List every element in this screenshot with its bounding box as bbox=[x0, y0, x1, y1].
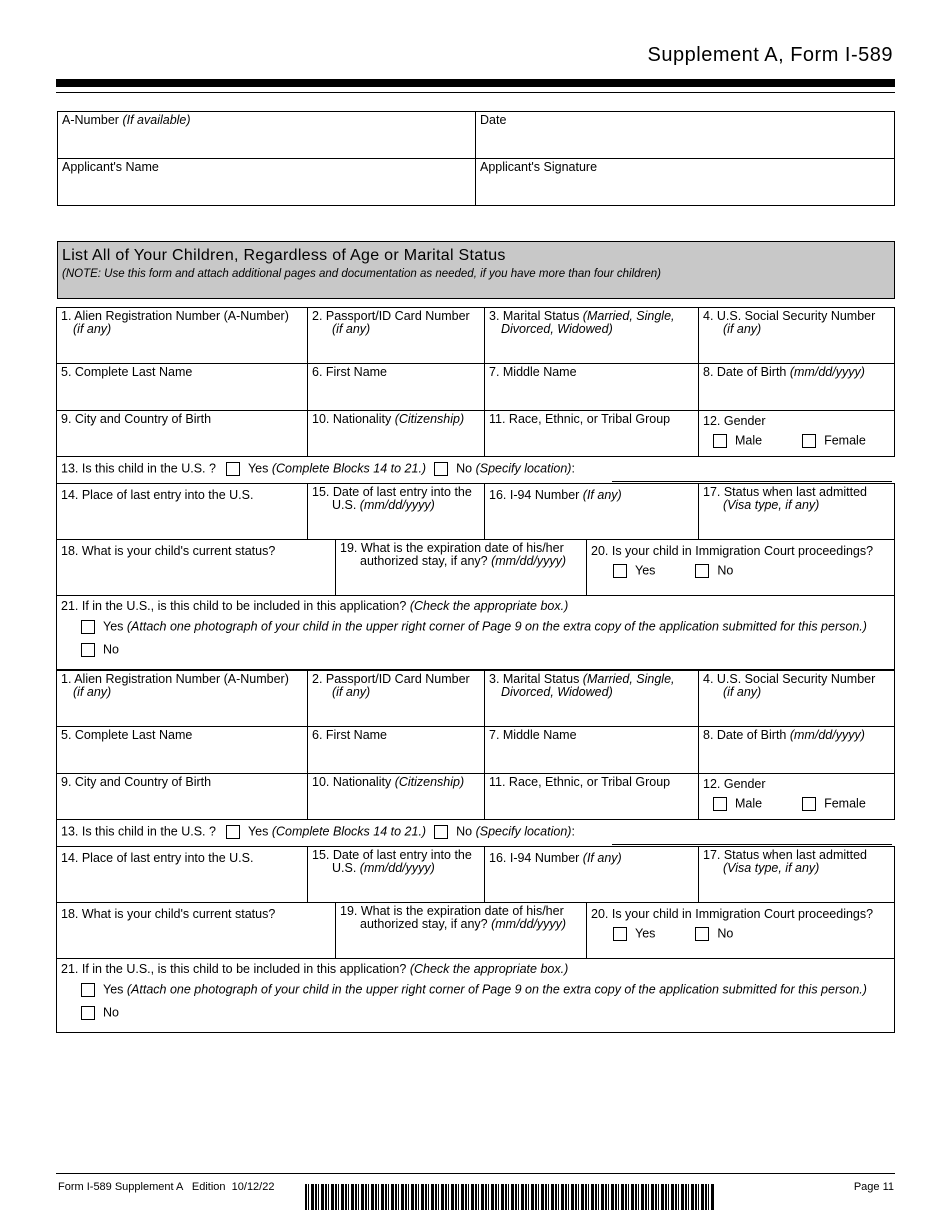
in-us-no-label: No bbox=[456, 461, 473, 476]
expiration-date-field[interactable] bbox=[335, 539, 587, 596]
field-1-note: (if any) bbox=[73, 322, 112, 336]
court-yes-label: Yes bbox=[635, 563, 656, 578]
middle-name-field[interactable] bbox=[484, 726, 699, 774]
gender-field[interactable] bbox=[698, 773, 895, 820]
place-of-entry-field[interactable] bbox=[56, 846, 308, 903]
field-17-label: 17. Status when last admitted bbox=[703, 485, 867, 499]
field-12-label: 12. Gender bbox=[703, 777, 766, 791]
ssn-field[interactable] bbox=[698, 670, 895, 727]
applicant-signature-field[interactable] bbox=[475, 158, 895, 206]
place-of-entry-field[interactable] bbox=[56, 483, 308, 540]
birthplace-field[interactable] bbox=[56, 410, 308, 457]
first-name-field[interactable] bbox=[307, 363, 485, 411]
field-8-note: (mm/dd/yyyy) bbox=[789, 728, 865, 742]
field-3-label: 3. Marital Status bbox=[489, 309, 583, 323]
field-19-label: 19. What is the expiration date of his/her bbox=[340, 904, 564, 918]
date-of-birth-field[interactable] bbox=[698, 726, 895, 774]
footer-page-number: Page 11 bbox=[853, 1181, 894, 1193]
in-us-yes-label: Yes bbox=[247, 824, 269, 839]
field-19-note: (mm/dd/yyyy) bbox=[491, 554, 567, 568]
female-label: Female bbox=[824, 796, 866, 811]
field-4-label: 4. U.S. Social Security Number bbox=[703, 672, 876, 686]
field-8-label: 8. Date of Birth bbox=[703, 365, 790, 379]
field-9-label: 9. City and Country of Birth bbox=[61, 775, 212, 789]
field-8-label: 8. Date of Birth bbox=[703, 728, 790, 742]
include-yes-note: (Attach one photograph of your child in the upper right corner of Page 9 on the extra copy of the application submitted for this person.) bbox=[126, 982, 867, 997]
applicant-signature-label: Applicant's Signature bbox=[480, 160, 598, 174]
footer-rule bbox=[56, 1173, 895, 1174]
field-17-note: (Visa type, if any) bbox=[723, 861, 820, 875]
field-1-note: (if any) bbox=[73, 685, 112, 699]
in-us-no-label: No bbox=[456, 824, 473, 839]
field-15-label: 15. Date of last entry into the bbox=[312, 848, 472, 862]
field-4-note: (if any) bbox=[723, 685, 762, 699]
i94-field[interactable] bbox=[484, 483, 699, 540]
include-yes-note: (Attach one photograph of your child in the upper right corner of Page 9 on the extra copy of the application submitted for this person.) bbox=[126, 619, 867, 634]
court-yes-label: Yes bbox=[635, 926, 656, 941]
in-us-yes-note: (Complete Blocks 14 to 21.) bbox=[271, 824, 427, 839]
field-7-label: 7. Middle Name bbox=[489, 365, 577, 379]
field-18-label: 18. What is your child's current status? bbox=[61, 544, 276, 558]
male-label: Male bbox=[735, 796, 763, 811]
last-name-field[interactable] bbox=[56, 726, 308, 774]
include-yes-label: Yes bbox=[103, 982, 124, 997]
field-9-label: 9. City and Country of Birth bbox=[61, 412, 212, 426]
field-8-note: (mm/dd/yyyy) bbox=[789, 365, 865, 379]
last-name-field[interactable] bbox=[56, 363, 308, 411]
in-us-yes-checkbox[interactable] bbox=[226, 462, 240, 476]
field-19-label: 19. What is the expiration date of his/her bbox=[340, 541, 564, 555]
in-us-yes-checkbox[interactable] bbox=[226, 825, 240, 839]
field-20-label: 20. Is your child in Immigration Court proceedings? bbox=[591, 907, 874, 921]
field-16-note: (If any) bbox=[582, 851, 622, 865]
field-16-label: 16. I-94 Number bbox=[489, 851, 583, 865]
field-13-label: 13. Is this child in the U.S. ? bbox=[61, 461, 216, 476]
in-us-row: 13. Is this child in the U.S. ? Yes (Complete Blocks 14 to 21.) No (Specify location): bbox=[56, 456, 895, 484]
field-15-label: 15. Date of last entry into the bbox=[312, 485, 472, 499]
current-status-field[interactable] bbox=[56, 902, 336, 959]
include-yes-checkbox[interactable] bbox=[81, 620, 95, 634]
field-15-note: (mm/dd/yyyy) bbox=[359, 861, 435, 875]
include-no-checkbox[interactable] bbox=[81, 1006, 95, 1020]
field-3-label: 3. Marital Status bbox=[489, 672, 583, 686]
header-thin-rule bbox=[56, 92, 895, 93]
in-us-no-checkbox[interactable] bbox=[434, 825, 448, 839]
court-no-checkbox[interactable] bbox=[695, 927, 709, 941]
field-18-label: 18. What is your child's current status? bbox=[61, 907, 276, 921]
field-15-note: (mm/dd/yyyy) bbox=[359, 498, 435, 512]
form-title: Supplement A, Form I-589 bbox=[647, 44, 893, 66]
field-14-label: 14. Place of last entry into the U.S. bbox=[61, 488, 254, 502]
location-input[interactable] bbox=[612, 481, 892, 482]
passport-field[interactable] bbox=[307, 670, 485, 727]
applicant-name-field[interactable] bbox=[57, 158, 476, 206]
i94-field[interactable] bbox=[484, 846, 699, 903]
marital-status-field[interactable] bbox=[484, 307, 699, 364]
a-number-field[interactable] bbox=[56, 670, 308, 727]
field-12-label: 12. Gender bbox=[703, 414, 766, 428]
field-2-note: (if any) bbox=[332, 685, 371, 699]
include-no-label: No bbox=[103, 642, 119, 657]
male-checkbox[interactable] bbox=[713, 797, 727, 811]
field-15-label-2: U.S. bbox=[332, 498, 360, 512]
female-checkbox[interactable] bbox=[802, 797, 816, 811]
field-21-note: (Check the appropriate box.) bbox=[409, 599, 569, 613]
gender-field[interactable] bbox=[698, 410, 895, 457]
a-number-field[interactable] bbox=[56, 307, 308, 364]
field-17-note: (Visa type, if any) bbox=[723, 498, 820, 512]
field-10-note: (Citizenship) bbox=[394, 775, 465, 789]
field-20-label: 20. Is your child in Immigration Court proceedings? bbox=[591, 544, 874, 558]
field-21-label: 21. If in the U.S., is this child to be included in this application? bbox=[61, 599, 410, 613]
field-21-note: (Check the appropriate box.) bbox=[409, 962, 569, 976]
field-15-label-2: U.S. bbox=[332, 861, 360, 875]
marital-status-field[interactable] bbox=[484, 670, 699, 727]
field-14-label: 14. Place of last entry into the U.S. bbox=[61, 851, 254, 865]
field-13-label: 13. Is this child in the U.S. ? bbox=[61, 824, 216, 839]
date-of-entry-field[interactable] bbox=[307, 846, 485, 903]
birthplace-field[interactable] bbox=[56, 773, 308, 820]
include-yes-label: Yes bbox=[103, 619, 124, 634]
field-4-note: (if any) bbox=[723, 322, 762, 336]
applicant-name-label: Applicant's Name bbox=[62, 160, 159, 174]
court-no-label: No bbox=[717, 926, 734, 941]
date-of-birth-field[interactable] bbox=[698, 363, 895, 411]
field-2-label: 2. Passport/ID Card Number bbox=[312, 309, 470, 323]
court-no-checkbox[interactable] bbox=[695, 564, 709, 578]
field-17-label: 17. Status when last admitted bbox=[703, 848, 867, 862]
field-3-note-2: Divorced, Widowed) bbox=[501, 685, 613, 699]
in-us-yes-label: Yes bbox=[247, 461, 269, 476]
field-5-label: 5. Complete Last Name bbox=[61, 365, 193, 379]
in-us-no-note: (Specify location) bbox=[475, 824, 572, 839]
field-1-label: 1. Alien Registration Number (A-Number) bbox=[61, 309, 289, 323]
field-6-label: 6. First Name bbox=[312, 365, 388, 379]
child-block-2 bbox=[56, 670, 895, 1034]
current-status-field[interactable] bbox=[56, 539, 336, 596]
status-admitted-field[interactable] bbox=[698, 846, 895, 903]
field-7-label: 7. Middle Name bbox=[489, 728, 577, 742]
female-checkbox[interactable] bbox=[802, 434, 816, 448]
a-number-note: (If available) bbox=[122, 113, 191, 127]
male-checkbox[interactable] bbox=[713, 434, 727, 448]
middle-name-field[interactable] bbox=[484, 363, 699, 411]
include-no-checkbox[interactable] bbox=[81, 643, 95, 657]
barcode bbox=[305, 1184, 715, 1210]
field-10-label: 10. Nationality bbox=[312, 775, 395, 789]
passport-field[interactable] bbox=[307, 307, 485, 364]
in-us-no-checkbox[interactable] bbox=[434, 462, 448, 476]
include-row bbox=[56, 958, 895, 1033]
date-field[interactable] bbox=[475, 111, 895, 159]
in-us-row: 13. Is this child in the U.S. ? Yes (Complete Blocks 14 to 21.) No (Specify location): bbox=[56, 819, 895, 847]
section-heading: List All of Your Children, Regardless of Age or Marital Status bbox=[62, 247, 506, 264]
court-yes-checkbox[interactable] bbox=[613, 927, 627, 941]
footer-form-edition: Form I-589 Supplement A Edition 10/12/22 bbox=[58, 1181, 275, 1193]
include-no-label: No bbox=[103, 1005, 119, 1020]
field-21-label: 21. If in the U.S., is this child to be included in this application? bbox=[61, 962, 410, 976]
a-number-field[interactable] bbox=[57, 111, 476, 159]
a-number-label: A-Number bbox=[62, 113, 119, 127]
field-3-note: (Married, Single, bbox=[582, 672, 675, 686]
race-field[interactable] bbox=[484, 410, 699, 457]
first-name-field[interactable] bbox=[307, 726, 485, 774]
section-note: (NOTE: Use this form and attach additional pages and documentation as needed, if you have more than four children) bbox=[62, 268, 661, 280]
female-label: Female bbox=[824, 433, 866, 448]
court-yes-checkbox[interactable] bbox=[613, 564, 627, 578]
court-proceedings-field[interactable] bbox=[586, 902, 895, 959]
male-label: Male bbox=[735, 433, 763, 448]
location-input[interactable] bbox=[612, 844, 892, 845]
expiration-date-field[interactable] bbox=[335, 902, 587, 959]
include-yes-checkbox[interactable] bbox=[81, 983, 95, 997]
field-19-note: (mm/dd/yyyy) bbox=[491, 917, 567, 931]
child-block-1 bbox=[56, 307, 895, 671]
field-19-label-2: authorized stay, if any? bbox=[360, 917, 492, 931]
court-proceedings-field[interactable] bbox=[586, 539, 895, 596]
in-us-yes-note: (Complete Blocks 14 to 21.) bbox=[271, 461, 427, 476]
field-16-label: 16. I-94 Number bbox=[489, 488, 583, 502]
field-11-label: 11. Race, Ethnic, or Tribal Group bbox=[489, 775, 671, 789]
nationality-field[interactable] bbox=[307, 410, 485, 457]
field-5-label: 5. Complete Last Name bbox=[61, 728, 193, 742]
field-16-note: (If any) bbox=[582, 488, 622, 502]
include-row bbox=[56, 595, 895, 670]
date-label: Date bbox=[480, 113, 507, 127]
field-1-label: 1. Alien Registration Number (A-Number) bbox=[61, 672, 289, 686]
section-header bbox=[57, 241, 895, 299]
status-admitted-field[interactable] bbox=[698, 483, 895, 540]
date-of-entry-field[interactable] bbox=[307, 483, 485, 540]
ssn-field[interactable] bbox=[698, 307, 895, 364]
nationality-field[interactable] bbox=[307, 773, 485, 820]
header-rule bbox=[56, 79, 895, 87]
field-4-label: 4. U.S. Social Security Number bbox=[703, 309, 876, 323]
court-no-label: No bbox=[717, 563, 734, 578]
field-6-label: 6. First Name bbox=[312, 728, 388, 742]
field-2-label: 2. Passport/ID Card Number bbox=[312, 672, 470, 686]
field-11-label: 11. Race, Ethnic, or Tribal Group bbox=[489, 412, 671, 426]
field-3-note-2: Divorced, Widowed) bbox=[501, 322, 613, 336]
field-2-note: (if any) bbox=[332, 322, 371, 336]
race-field[interactable] bbox=[484, 773, 699, 820]
field-19-label-2: authorized stay, if any? bbox=[360, 554, 492, 568]
field-3-note: (Married, Single, bbox=[582, 309, 675, 323]
field-10-label: 10. Nationality bbox=[312, 412, 395, 426]
in-us-no-note: (Specify location) bbox=[475, 461, 572, 476]
field-10-note: (Citizenship) bbox=[394, 412, 465, 426]
